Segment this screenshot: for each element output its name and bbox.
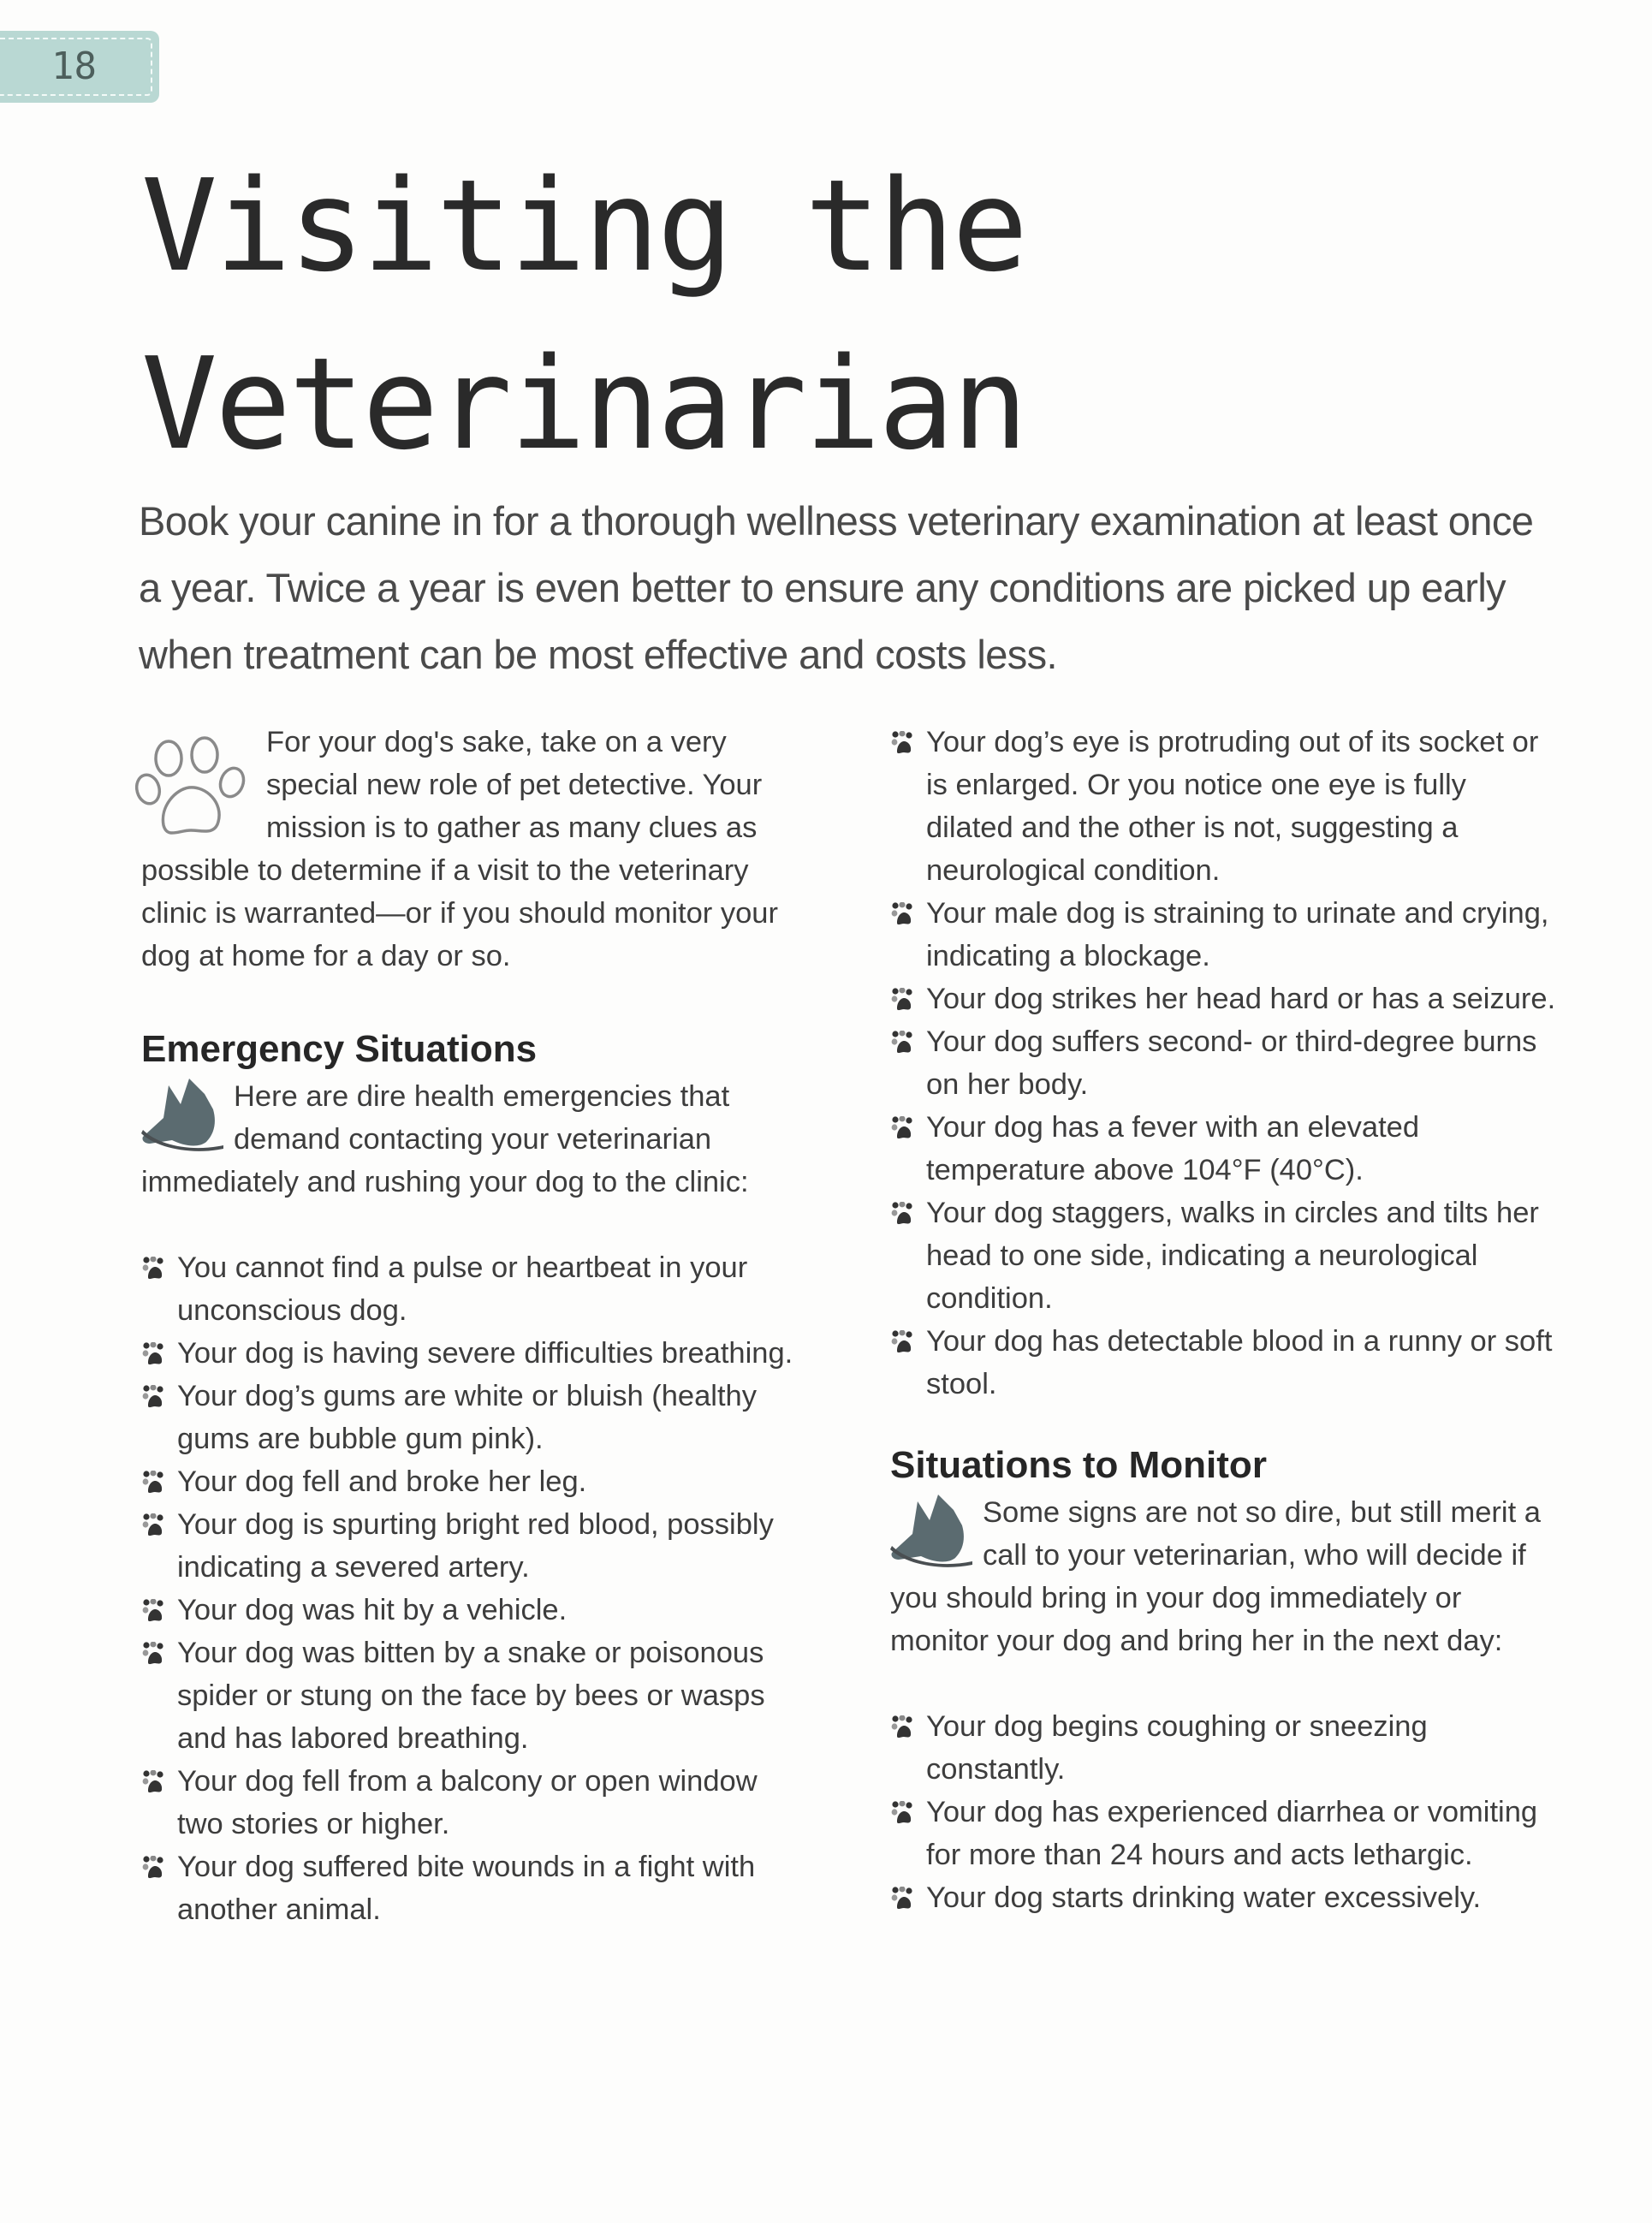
paw-bullet-icon (890, 1887, 918, 1911)
list-item: Your dog fell and broke her leg. (141, 1460, 800, 1503)
monitor-list (890, 1705, 1558, 1919)
paw-bullet-icon (141, 1257, 169, 1281)
intro-paragraph: Book your canine in for a thorough wellness veterinary examination at least once a year. Twice a year is even better to ensure any conditions are picked up early when treatment can be most effective and costs less. (139, 498, 1534, 677)
detective-paragraph: For your dog's sake, take on a very special new role of pet detective. Your mission is to gather as many clues as possible to determine if a visit to the veterinary clinic is warranted—or if you should monitor your dog at home for a day or so. (141, 726, 778, 972)
paw-bullet-icon (141, 1856, 169, 1880)
page-title-line-2: Veterinarian (141, 330, 1026, 478)
paw-bullet-icon (141, 1385, 169, 1409)
paw-bullet-icon (890, 731, 918, 755)
paw-bullet-icon (141, 1599, 169, 1623)
list-item: Your dog has detectable blood in a runny or soft stool. (890, 1320, 1558, 1406)
emergency-heading: Emergency Situations (141, 1028, 538, 1070)
page-number: 18 (51, 45, 97, 88)
list-item: Your dog fell from a balcony or open window two stories or higher. (141, 1760, 800, 1846)
list-item: Your dog suffered bite wounds in a fight with another animal. (141, 1846, 800, 1931)
list-item: Your dog is having severe difficulties breathing. (141, 1332, 800, 1375)
paw-bullet-icon (890, 1031, 918, 1055)
right-column (890, 721, 1558, 1919)
paw-bullet-icon (141, 1513, 169, 1537)
paw-bullet-icon (141, 1471, 169, 1495)
paw-bullet-icon (141, 1342, 169, 1366)
emergency-lead: Here are dire health emergencies that demand contacting your veterinarian immediately and rushing your dog to the clinic: (141, 1080, 749, 1198)
list-item: Your dog suffers second- or third-degree burns on her body. (890, 1020, 1558, 1106)
page-title-line-1: Visiting the (141, 152, 1026, 300)
list-item: Your dog starts drinking water excessively. (890, 1876, 1558, 1919)
paw-bullet-icon (890, 1202, 918, 1226)
left-column (141, 721, 800, 1931)
list-item: Your male dog is straining to urinate and crying, indicating a blockage. (890, 892, 1558, 978)
monitor-lead: Some signs are not so dire, but still merit a call to your veterinarian, who will decide if you should bring in your dog immediately or monitor your dog and bring her in the next day: (890, 1496, 1541, 1657)
list-item: Your dog begins coughing or sneezing constantly. (890, 1705, 1558, 1791)
page-title (141, 137, 1025, 493)
paw-bullet-icon (141, 1770, 169, 1794)
emergency-list-left (141, 1246, 800, 1931)
list-item: Your dog’s gums are white or bluish (healthy gums are bubble gum pink). (141, 1375, 800, 1460)
dog-head-icon (138, 1077, 227, 1156)
list-item: Your dog’s eye is protruding out of its socket or is enlarged. Or you notice one eye is fully dilated and the other is not, suggesting a neurological condition. (890, 721, 1558, 892)
list-item: Your dog was bitten by a snake or poisonous spider or stung on the face by bees or wasps and has labored breathing. (141, 1632, 800, 1760)
list-item: You cannot find a pulse or heartbeat in your unconscious dog. (141, 1246, 800, 1332)
monitor-heading: Situations to Monitor (890, 1444, 1267, 1486)
emergency-list-right (890, 721, 1558, 1406)
paw-outline-icon (133, 729, 251, 847)
paw-bullet-icon (890, 902, 918, 926)
list-item: Your dog strikes her head hard or has a seizure. (890, 978, 1558, 1020)
list-item: Your dog has a fever with an elevated temperature above 104°F (40°C). (890, 1106, 1558, 1192)
paw-bullet-icon (141, 1642, 169, 1666)
dog-head-icon (887, 1493, 976, 1572)
list-item: Your dog is spurting bright red blood, possibly indicating a severed artery. (141, 1503, 800, 1589)
paw-bullet-icon (890, 1715, 918, 1739)
paw-bullet-icon (890, 1330, 918, 1354)
paw-bullet-icon (890, 1801, 918, 1825)
paw-bullet-icon (890, 1116, 918, 1140)
list-item: Your dog staggers, walks in circles and tilts her head to one side, indicating a neurological condition. (890, 1192, 1558, 1320)
paw-bullet-icon (890, 988, 918, 1012)
list-item: Your dog has experienced diarrhea or vomiting for more than 24 hours and acts lethargic. (890, 1791, 1558, 1876)
list-item: Your dog was hit by a vehicle. (141, 1589, 800, 1632)
